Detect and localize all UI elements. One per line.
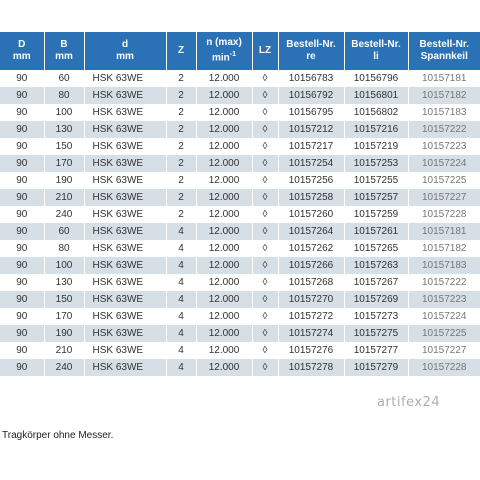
table-cell: 10157222 xyxy=(408,274,480,291)
table-cell: 4 xyxy=(166,342,196,359)
table-cell: 100 xyxy=(44,104,84,121)
col-header-d-outer: D mm xyxy=(0,32,44,70)
table-cell: 150 xyxy=(44,138,84,155)
table-cell: 10157212 xyxy=(278,121,344,138)
table-cell: 10157253 xyxy=(344,155,408,172)
table-row xyxy=(0,223,480,240)
table-cell: ◊ xyxy=(252,206,278,223)
table-cell: 10157264 xyxy=(278,223,344,240)
table-row xyxy=(0,138,480,155)
table-cell: 210 xyxy=(44,189,84,206)
table-cell: ◊ xyxy=(252,121,278,138)
table-cell: 2 xyxy=(166,138,196,155)
table-cell: 10157256 xyxy=(278,172,344,189)
table-cell: 210 xyxy=(44,342,84,359)
table-row xyxy=(0,104,480,121)
table-cell: 12.000 xyxy=(196,257,252,274)
table-cell: 90 xyxy=(0,308,44,325)
table-cell: 4 xyxy=(166,308,196,325)
table-cell: 10157261 xyxy=(344,223,408,240)
table-cell: 2 xyxy=(166,206,196,223)
table-cell: ◊ xyxy=(252,172,278,189)
col-header-order-spannkeil: Bestell-Nr. Spannkeil xyxy=(408,32,480,70)
table-cell: 10156802 xyxy=(344,104,408,121)
table-cell: 10157270 xyxy=(278,291,344,308)
col-header-lz: LZ xyxy=(252,32,278,70)
col-header-b: B mm xyxy=(44,32,84,70)
table-cell: 2 xyxy=(166,70,196,87)
table-cell: 12.000 xyxy=(196,87,252,104)
table-cell: 10156795 xyxy=(278,104,344,121)
table-cell: ◊ xyxy=(252,291,278,308)
table-cell: 10157278 xyxy=(278,359,344,376)
table-cell: 12.000 xyxy=(196,70,252,87)
table-cell: ◊ xyxy=(252,104,278,121)
table-cell: 10157273 xyxy=(344,308,408,325)
table-body xyxy=(0,70,480,376)
table-cell: 170 xyxy=(44,155,84,172)
table-cell: 130 xyxy=(44,121,84,138)
table-cell: HSK 63WE xyxy=(84,189,166,206)
table-row xyxy=(0,359,480,376)
table-cell: 190 xyxy=(44,172,84,189)
table-cell: 12.000 xyxy=(196,291,252,308)
table-cell: 90 xyxy=(0,240,44,257)
table-cell: 90 xyxy=(0,223,44,240)
table-cell: 90 xyxy=(0,189,44,206)
table-cell: 10157224 xyxy=(408,308,480,325)
table-cell: 90 xyxy=(0,359,44,376)
table-cell: 90 xyxy=(0,155,44,172)
table-cell: 10157259 xyxy=(344,206,408,223)
table-cell: 90 xyxy=(0,291,44,308)
table-cell: 130 xyxy=(44,274,84,291)
table-cell: HSK 63WE xyxy=(84,104,166,121)
table-cell: 10157183 xyxy=(408,104,480,121)
col-header-z: Z xyxy=(166,32,196,70)
table-cell: 80 xyxy=(44,87,84,104)
table-cell: 90 xyxy=(0,70,44,87)
table-cell: HSK 63WE xyxy=(84,291,166,308)
table-cell: HSK 63WE xyxy=(84,172,166,189)
col-header-order-re: Bestell-Nr. re xyxy=(278,32,344,70)
table-cell: 10157269 xyxy=(344,291,408,308)
table-cell: 60 xyxy=(44,223,84,240)
table-row xyxy=(0,274,480,291)
table-cell: 90 xyxy=(0,257,44,274)
table-cell: 90 xyxy=(0,138,44,155)
table-cell: ◊ xyxy=(252,308,278,325)
col-header-order-li: Bestell-Nr. li xyxy=(344,32,408,70)
table-cell: ◊ xyxy=(252,342,278,359)
table-row xyxy=(0,206,480,223)
table-row xyxy=(0,87,480,104)
table-cell: HSK 63WE xyxy=(84,87,166,104)
table-row xyxy=(0,342,480,359)
table-cell: 80 xyxy=(44,240,84,257)
table-row xyxy=(0,172,480,189)
table-cell: 150 xyxy=(44,291,84,308)
table-cell: 10157262 xyxy=(278,240,344,257)
table-cell: 10157217 xyxy=(278,138,344,155)
table-cell: ◊ xyxy=(252,87,278,104)
table-cell: 10157227 xyxy=(408,342,480,359)
table-cell: 10157265 xyxy=(344,240,408,257)
table-cell: HSK 63WE xyxy=(84,155,166,172)
table-cell: 12.000 xyxy=(196,121,252,138)
table-cell: HSK 63WE xyxy=(84,257,166,274)
table-cell: ◊ xyxy=(252,155,278,172)
table-cell: 12.000 xyxy=(196,342,252,359)
table-cell: 4 xyxy=(166,274,196,291)
table-row xyxy=(0,257,480,274)
table-cell: 2 xyxy=(166,121,196,138)
table-cell: HSK 63WE xyxy=(84,308,166,325)
artifex24-watermark: artifex24 xyxy=(377,395,441,410)
table-cell: ◊ xyxy=(252,138,278,155)
footnote: Tragkörper ohne Messer. xyxy=(2,430,114,441)
table-cell: 2 xyxy=(166,155,196,172)
table-cell: 10157228 xyxy=(408,359,480,376)
table-cell: 12.000 xyxy=(196,274,252,291)
table-cell: 12.000 xyxy=(196,359,252,376)
table-cell: 240 xyxy=(44,206,84,223)
table-cell: 4 xyxy=(166,359,196,376)
table-cell: 10157222 xyxy=(408,121,480,138)
table-cell: 170 xyxy=(44,308,84,325)
table-cell: 4 xyxy=(166,223,196,240)
table-cell: 90 xyxy=(0,325,44,342)
table-row xyxy=(0,308,480,325)
table-cell: HSK 63WE xyxy=(84,325,166,342)
table-cell: 10157257 xyxy=(344,189,408,206)
table-cell: 4 xyxy=(166,325,196,342)
product-table xyxy=(0,32,480,376)
table-row xyxy=(0,189,480,206)
table-cell: 10157255 xyxy=(344,172,408,189)
table-cell: 10157223 xyxy=(408,138,480,155)
table-cell: 2 xyxy=(166,189,196,206)
table-cell: 90 xyxy=(0,121,44,138)
table-cell: 90 xyxy=(0,342,44,359)
table-cell: 12.000 xyxy=(196,172,252,189)
table-row xyxy=(0,121,480,138)
table-cell: 10157254 xyxy=(278,155,344,172)
table-cell: 10157227 xyxy=(408,189,480,206)
col-header-n-max: n (max) $\min^{-1}$ xyxy=(196,32,252,70)
table-row xyxy=(0,70,480,87)
table-cell: 10157181 xyxy=(408,70,480,87)
table-cell: 12.000 xyxy=(196,189,252,206)
table-cell: 10157181 xyxy=(408,223,480,240)
table-cell: ◊ xyxy=(252,70,278,87)
table-cell: HSK 63WE xyxy=(84,138,166,155)
table-cell: 4 xyxy=(166,240,196,257)
table-cell: ◊ xyxy=(252,274,278,291)
table-cell: HSK 63WE xyxy=(84,274,166,291)
table-cell: 10157183 xyxy=(408,257,480,274)
table-cell: 12.000 xyxy=(196,325,252,342)
table-cell: 10156792 xyxy=(278,87,344,104)
table-cell: HSK 63WE xyxy=(84,223,166,240)
table-cell: 12.000 xyxy=(196,223,252,240)
table-cell: 12.000 xyxy=(196,104,252,121)
table-row xyxy=(0,155,480,172)
table-cell: 12.000 xyxy=(196,138,252,155)
table-cell: 10157182 xyxy=(408,240,480,257)
table-row xyxy=(0,291,480,308)
table-cell: HSK 63WE xyxy=(84,240,166,257)
table-cell: 10157260 xyxy=(278,206,344,223)
table-cell: HSK 63WE xyxy=(84,70,166,87)
table-cell: 10157224 xyxy=(408,155,480,172)
table-cell: 90 xyxy=(0,206,44,223)
table-cell: ◊ xyxy=(252,325,278,342)
table-cell: HSK 63WE xyxy=(84,359,166,376)
table-cell: 10157266 xyxy=(278,257,344,274)
table-cell: 10157223 xyxy=(408,291,480,308)
table-cell: 2 xyxy=(166,172,196,189)
table-cell: 90 xyxy=(0,104,44,121)
table-row xyxy=(0,240,480,257)
table-cell: HSK 63WE xyxy=(84,121,166,138)
table-cell: HSK 63WE xyxy=(84,206,166,223)
table-cell: 10157258 xyxy=(278,189,344,206)
table-cell: 10156801 xyxy=(344,87,408,104)
table-cell: 100 xyxy=(44,257,84,274)
table-cell: 2 xyxy=(166,87,196,104)
table-cell: HSK 63WE xyxy=(84,342,166,359)
table-cell: 10157277 xyxy=(344,342,408,359)
table-cell: 10157267 xyxy=(344,274,408,291)
table-cell: 90 xyxy=(0,87,44,104)
table-cell: 10157274 xyxy=(278,325,344,342)
table-cell: 10157279 xyxy=(344,359,408,376)
table-cell: 10157225 xyxy=(408,325,480,342)
table-cell: 10157216 xyxy=(344,121,408,138)
table-cell: 4 xyxy=(166,257,196,274)
table-cell: 90 xyxy=(0,172,44,189)
table-cell: 12.000 xyxy=(196,155,252,172)
table-cell: 10157219 xyxy=(344,138,408,155)
table-cell: 60 xyxy=(44,70,84,87)
table-cell: 10156796 xyxy=(344,70,408,87)
table-cell: 10156783 xyxy=(278,70,344,87)
table-cell: ◊ xyxy=(252,240,278,257)
table-cell: ◊ xyxy=(252,223,278,240)
table-cell: 10157225 xyxy=(408,172,480,189)
table-cell: ◊ xyxy=(252,257,278,274)
table-cell: 10157228 xyxy=(408,206,480,223)
table-header-row xyxy=(0,32,480,70)
table-cell: 2 xyxy=(166,104,196,121)
table-cell: ◊ xyxy=(252,189,278,206)
table-cell: 190 xyxy=(44,325,84,342)
product-table-container xyxy=(0,32,480,376)
table-cell: 12.000 xyxy=(196,206,252,223)
table-cell: ◊ xyxy=(252,359,278,376)
table-cell: 10157182 xyxy=(408,87,480,104)
table-cell: 90 xyxy=(0,274,44,291)
table-cell: 10157263 xyxy=(344,257,408,274)
table-cell: 12.000 xyxy=(196,240,252,257)
table-cell: 10157275 xyxy=(344,325,408,342)
table-cell: 10157268 xyxy=(278,274,344,291)
table-cell: 10157272 xyxy=(278,308,344,325)
table-cell: 240 xyxy=(44,359,84,376)
table-cell: 4 xyxy=(166,291,196,308)
col-header-d-bore: d mm xyxy=(84,32,166,70)
table-cell: 12.000 xyxy=(196,308,252,325)
table-row xyxy=(0,325,480,342)
table-cell: 10157276 xyxy=(278,342,344,359)
